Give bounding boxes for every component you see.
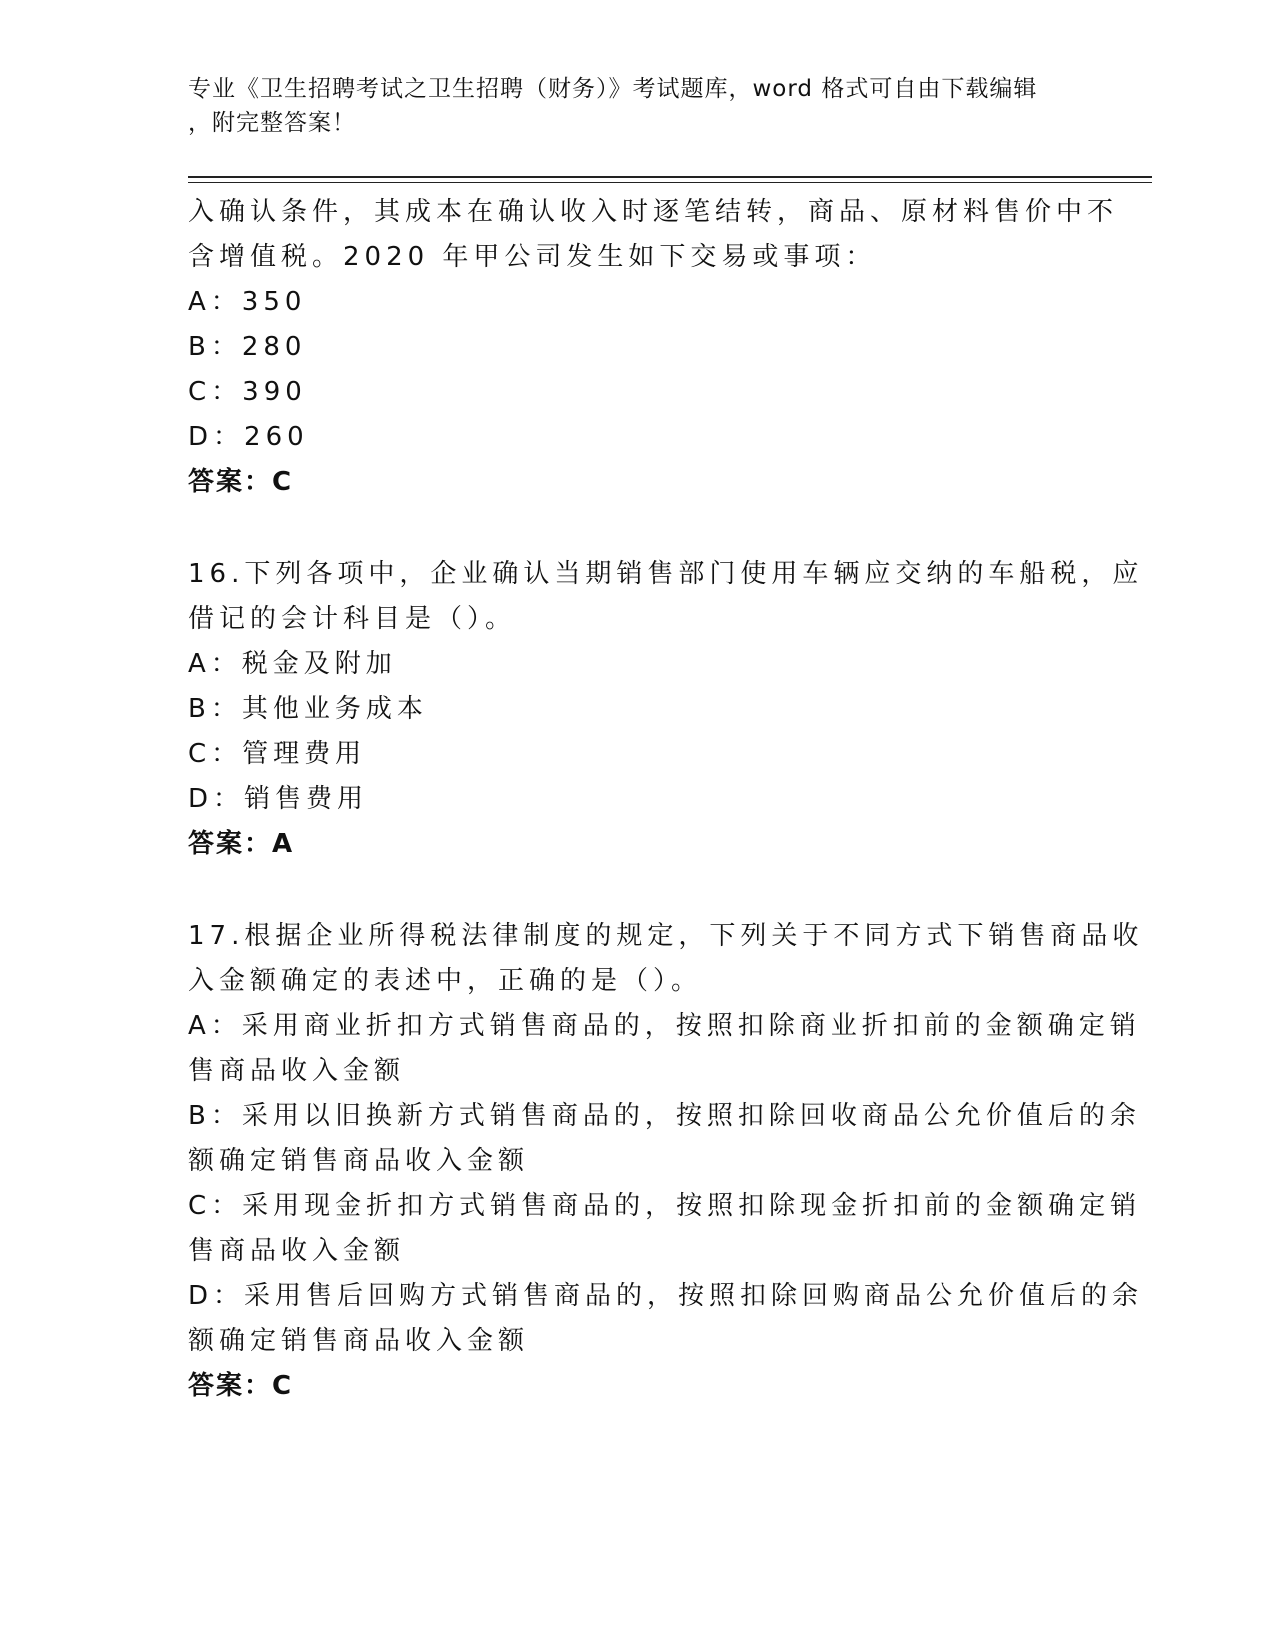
header-line-1: 专业《卫生招聘考试之卫生招聘（财务）》考试题库，word 格式可自由下载编辑 <box>188 76 1038 102</box>
question-block <box>188 914 1144 1409</box>
question-text-line: 入金额确定的表述中，正确的是（）。 <box>188 966 703 996</box>
block-spacer <box>188 867 1088 914</box>
option-c: C：390 <box>188 377 307 407</box>
header-divider-thin <box>188 182 1152 183</box>
option-b-continued: 额确定销售商品收入金额 <box>188 1146 530 1176</box>
answer-line: 答案：C <box>188 467 294 497</box>
option-c: C：采用现金折扣方式销售商品的，按照扣除现金折扣前的金额确定销 <box>188 1191 1142 1221</box>
header-divider-thick <box>188 176 1152 178</box>
header-line-2: ，附完整答案！ <box>188 110 356 136</box>
option-d: D：销售费用 <box>188 784 369 814</box>
option-b: B：280 <box>188 332 307 362</box>
option-d: D：260 <box>188 422 309 452</box>
question-text-line: 借记的会计科目是（）。 <box>188 604 517 634</box>
option-a: A：350 <box>188 287 307 317</box>
page-header <box>188 72 1068 140</box>
question-content <box>188 190 1144 1409</box>
option-c-continued: 售商品收入金额 <box>188 1236 406 1266</box>
question-text-line: 16.下列各项中，企业确认当期销售部门使用车辆应交纳的车船税，应 <box>188 559 1144 589</box>
option-b: B：采用以旧换新方式销售商品的，按照扣除回收商品公允价值后的余 <box>188 1101 1141 1131</box>
option-d-continued: 额确定销售商品收入金额 <box>188 1326 530 1356</box>
question-text-line: 入确认条件，其成本在确认收入时逐笔结转，商品、原材料售价中不 <box>188 197 1119 227</box>
option-b: B：其他业务成本 <box>188 694 428 724</box>
option-a-continued: 售商品收入金额 <box>188 1056 406 1086</box>
question-block <box>188 190 1119 505</box>
question-text-line: 17.根据企业所得税法律制度的规定，下列关于不同方式下销售商品收 <box>188 921 1144 951</box>
block-spacer <box>188 505 1088 552</box>
option-a: A：采用商业折扣方式销售商品的，按照扣除商业折扣前的金额确定销 <box>188 1011 1141 1041</box>
question-text-line: 含增值税。2020 年甲公司发生如下交易或事项： <box>188 242 877 272</box>
option-a: A：税金及附加 <box>188 649 397 679</box>
answer-line: 答案：A <box>188 829 295 859</box>
option-c: C：管理费用 <box>188 739 367 769</box>
answer-line: 答案：C <box>188 1371 294 1401</box>
question-block <box>188 552 1144 867</box>
option-d: D：采用售后回购方式销售商品的，按照扣除回购商品公允价值后的余 <box>188 1281 1144 1311</box>
